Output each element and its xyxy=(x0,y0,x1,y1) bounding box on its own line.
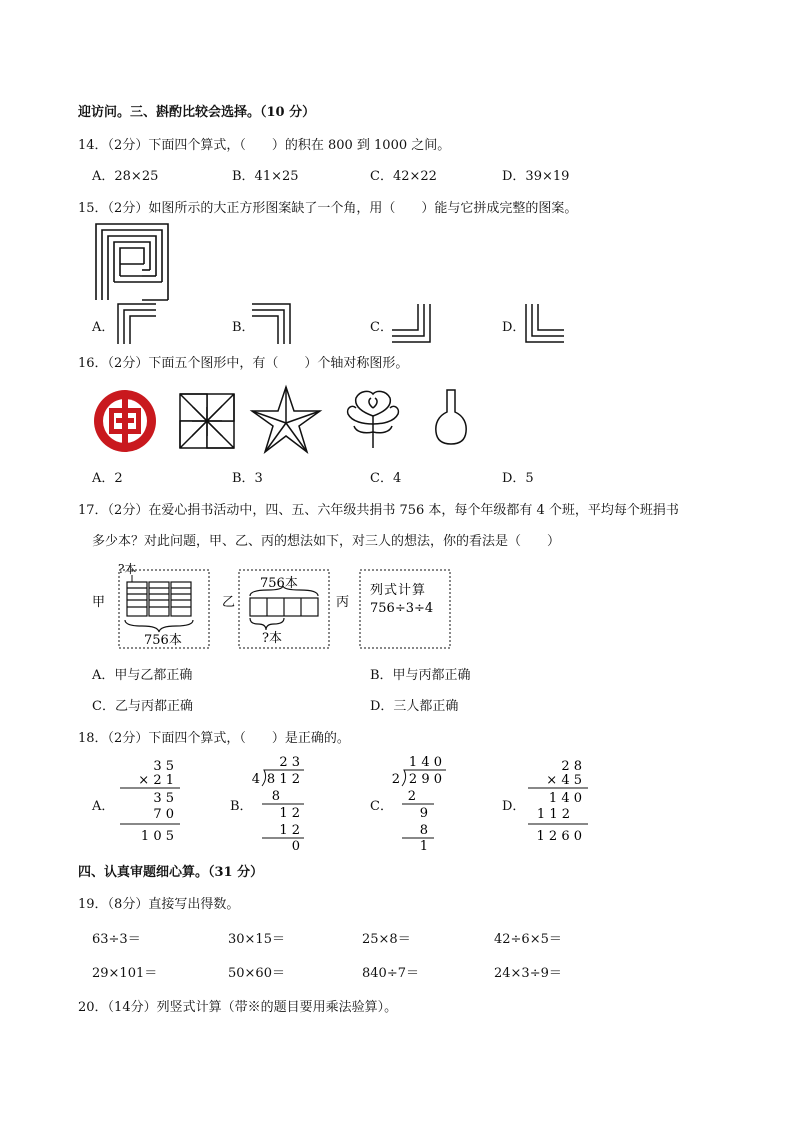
q18-option-a[interactable]: A． xyxy=(92,799,115,814)
question-20-stem: 20．（14分）列竖式计算（带※的题目要用乘法验算）。 xyxy=(78,1000,398,1015)
svg-text:2 3: 2 3 xyxy=(279,755,300,770)
vase-figure xyxy=(434,388,468,446)
q18-option-b[interactable]: B． xyxy=(230,799,253,814)
q19-item: 24×3÷9＝ xyxy=(494,966,562,981)
q17-option-d[interactable]: D．三人都正确 xyxy=(370,699,459,714)
q15-option-d-figure xyxy=(524,302,566,344)
svg-text:7 0: 7 0 xyxy=(153,807,174,822)
q14-option-c[interactable]: C．42×22 xyxy=(370,169,437,184)
svg-text:× 4 5: × 4 5 xyxy=(546,773,582,788)
svg-text:1 4 0: 1 4 0 xyxy=(548,791,582,806)
question-19-stem: 19．（8分）直接写出得数。 xyxy=(78,897,240,912)
q17-option-a[interactable]: A．甲与乙都正确 xyxy=(92,668,193,683)
q19-item: 25×8＝ xyxy=(362,932,411,947)
q19-item: 30×15＝ xyxy=(228,932,285,947)
yi-label: 乙 xyxy=(222,595,236,610)
q15-option-b[interactable]: B． xyxy=(232,320,255,335)
q15-option-d[interactable]: D． xyxy=(502,320,526,335)
svg-text:8: 8 xyxy=(419,823,428,838)
section-header: 迎访问。三、斟酌比较会选择。（10 分） xyxy=(78,105,316,120)
svg-text:8 1 2: 8 1 2 xyxy=(266,772,300,787)
q14-option-a[interactable]: A．28×25 xyxy=(92,169,159,184)
svg-text:9: 9 xyxy=(419,806,428,821)
svg-text:4: 4 xyxy=(251,772,260,787)
q15-option-c-figure xyxy=(390,302,432,344)
q18-c-division xyxy=(390,750,450,852)
svg-text:3 5: 3 5 xyxy=(153,791,174,806)
q18-b-division xyxy=(250,750,310,852)
svg-text:1 2: 1 2 xyxy=(279,806,300,821)
q18-d-multiplication xyxy=(522,754,594,846)
bing-line1: 列式计算 xyxy=(370,583,427,598)
section-header: 四、认真审题细心算。（31 分） xyxy=(78,865,264,880)
missing-corner-square-figure xyxy=(94,222,169,300)
jia-bottom-label: 756本 xyxy=(144,633,182,648)
question-17-stem-line1: 17．（2分）在爱心捐书活动中，四、五、六年级共捐书 756 本，每个年级都有 4 个班，平均每个班捐书 xyxy=(78,503,679,518)
yi-bottom-label: ?本 xyxy=(262,631,282,646)
q16-option-b[interactable]: B．3 xyxy=(232,471,263,486)
q15-option-c[interactable]: C． xyxy=(370,320,393,335)
svg-text:2: 2 xyxy=(391,772,400,787)
svg-text:1 4 0: 1 4 0 xyxy=(408,755,442,770)
jia-top-label: ?本 xyxy=(118,562,137,576)
question-14-stem: 14．（2分）下面四个算式，（ ）的积在 800 到 1000 之间。 xyxy=(78,138,451,153)
bing-line2: 756÷3÷4 xyxy=(370,601,434,616)
q19-item: 29×101＝ xyxy=(92,966,158,981)
svg-text:1 0 5: 1 0 5 xyxy=(140,829,174,844)
q18-option-c[interactable]: C． xyxy=(370,799,393,814)
jia-label: 甲 xyxy=(92,595,106,610)
q15-option-a-figure xyxy=(116,302,158,344)
q19-item: 50×60＝ xyxy=(228,966,285,981)
jia-diagram xyxy=(92,560,212,650)
q16-option-c[interactable]: C．4 xyxy=(370,471,402,486)
q19-item: 840÷7＝ xyxy=(362,966,419,981)
svg-text:2 9 0: 2 9 0 xyxy=(408,772,442,787)
yi-top-label: 756本 xyxy=(260,576,298,591)
q17-option-b[interactable]: B．甲与丙都正确 xyxy=(370,668,471,683)
bank-logo-figure xyxy=(92,388,158,454)
svg-text:2 8: 2 8 xyxy=(561,759,582,774)
svg-text:1 1 2: 1 1 2 xyxy=(536,807,570,822)
q15-option-b-figure xyxy=(250,302,292,344)
pinwheel-figure xyxy=(178,392,236,450)
q19-item: 63÷3＝ xyxy=(92,932,141,947)
bing-diagram xyxy=(336,560,456,650)
svg-text:0: 0 xyxy=(291,839,300,854)
star-figure xyxy=(250,385,322,455)
question-16-stem: 16．（2分）下面五个图形中，有（ ）个轴对称图形。 xyxy=(78,356,409,371)
q18-a-multiplication xyxy=(114,754,186,846)
yi-diagram xyxy=(222,560,332,650)
q19-item: 42÷6×5＝ xyxy=(494,932,562,947)
bing-label: 丙 xyxy=(336,595,350,610)
q15-option-a[interactable]: A． xyxy=(92,320,115,335)
q16-option-a[interactable]: A．2 xyxy=(92,471,123,486)
question-17-stem-line2: 多少本？对此问题，甲、乙、丙的想法如下，对三人的想法，你的看法是（ ） xyxy=(92,534,561,549)
tree-figure xyxy=(344,388,402,450)
svg-text:3 5: 3 5 xyxy=(153,759,174,774)
svg-text:1: 1 xyxy=(419,839,428,854)
q16-option-d[interactable]: D．5 xyxy=(502,471,534,486)
q14-option-b[interactable]: B．41×25 xyxy=(232,169,299,184)
svg-text:× 2 1: × 2 1 xyxy=(138,773,174,788)
q17-option-c[interactable]: C．乙与丙都正确 xyxy=(92,699,193,714)
svg-text:2: 2 xyxy=(407,789,416,804)
q18-option-d[interactable]: D． xyxy=(502,799,526,814)
svg-text:1 2: 1 2 xyxy=(279,823,300,838)
svg-text:1 2 6 0: 1 2 6 0 xyxy=(536,829,582,844)
question-15-stem: 15．（2分）如图所示的大正方形图案缺了一个角，用（ ）能与它拼成完整的图案。 xyxy=(78,201,578,216)
svg-text:8: 8 xyxy=(271,789,280,804)
question-18-stem: 18．（2分）下面四个算式，（ ）是正确的。 xyxy=(78,731,350,746)
q14-option-d[interactable]: D．39×19 xyxy=(502,169,570,184)
